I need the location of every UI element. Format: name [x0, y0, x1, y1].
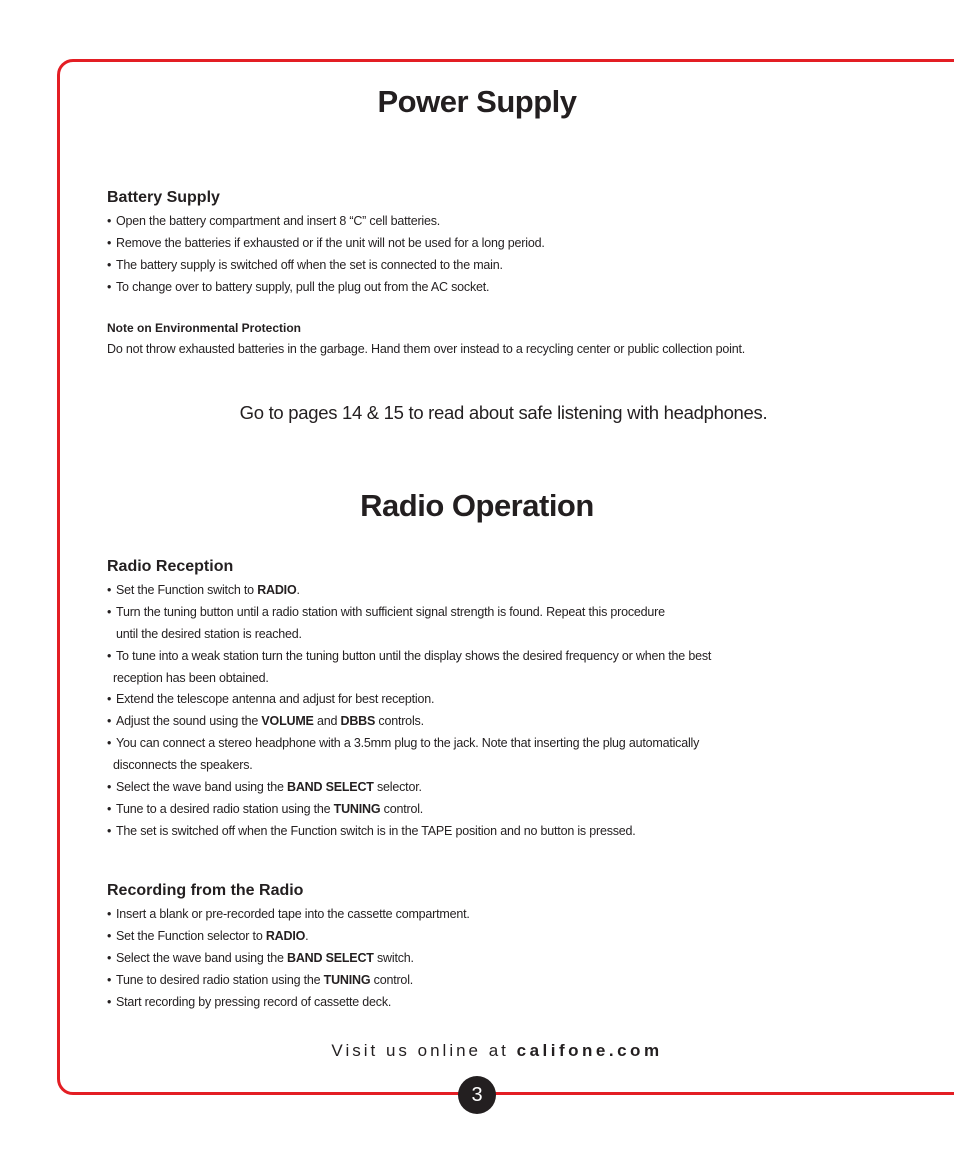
list-item: • Set the Function switch to RADIO. [107, 583, 300, 597]
radio-operation-title: Radio Operation [360, 488, 594, 523]
list-item: • Insert a blank or pre-recorded tape into the cassette compartment. [107, 907, 470, 921]
power-supply-title: Power Supply [377, 84, 577, 119]
headphone-callout: Go to pages 14 & 15 to read about safe listening with headphones. [239, 402, 768, 423]
list-item: • Extend the telescope antenna and adjust for best reception. [107, 692, 435, 706]
battery-supply-heading: Battery Supply [107, 189, 220, 206]
list-item: • To tune into a weak station turn the tuning button until the display shows the desired frequency or when the best [107, 649, 712, 663]
recording-heading: Recording from the Radio [107, 882, 304, 899]
list-item: • You can connect a stereo headphone with a 3.5mm plug to the jack. Note that inserting the plug automatically [107, 736, 700, 750]
environment-note-text: Do not throw exhausted batteries in the garbage. Hand them over instead to a recycling center or public collection point. [107, 342, 745, 356]
list-item: • The set is switched off when the Function switch is in the TAPE position and no button is pressed. [107, 824, 636, 838]
list-item: • Start recording by pressing record of cassette deck. [107, 995, 392, 1009]
radio-reception-heading: Radio Reception [107, 558, 234, 575]
list-item-continuation: until the desired station is reached. [116, 627, 302, 641]
list-item: • Tune to desired radio station using the TUNING control. [107, 973, 414, 987]
list-item: • Adjust the sound using the VOLUME and DBBS controls. [107, 714, 424, 728]
list-item: • Set the Function selector to RADIO. [107, 929, 309, 943]
page-number: 3 [458, 1076, 496, 1114]
footer-website [0, 1041, 954, 1061]
list-item: • Tune to a desired radio station using the TUNING control. [107, 802, 424, 816]
list-item: • Turn the tuning button until a radio station with sufficient signal strength is found. Repeat this procedure [107, 605, 665, 619]
environment-note-heading: Note on Environmental Protection [107, 321, 302, 335]
list-item: • The battery supply is switched off when the set is connected to the main. [107, 258, 503, 272]
list-item: • To change over to battery supply, pull the plug out from the AC socket. [107, 280, 490, 294]
website-link[interactable]: califone.com [516, 1041, 663, 1060]
footer-prefix: Visit us online at [331, 1041, 517, 1060]
list-item-continuation: reception has been obtained. [113, 671, 269, 685]
list-item: • Select the wave band using the BAND SELECT selector. [107, 780, 422, 794]
list-item-continuation: disconnects the speakers. [113, 758, 253, 772]
list-item: • Select the wave band using the BAND SELECT switch. [107, 951, 414, 965]
list-item: • Remove the batteries if exhausted or if the unit will not be used for a long period. [107, 236, 545, 250]
list-item: • Open the battery compartment and insert 8 “C” cell batteries. [107, 214, 441, 228]
